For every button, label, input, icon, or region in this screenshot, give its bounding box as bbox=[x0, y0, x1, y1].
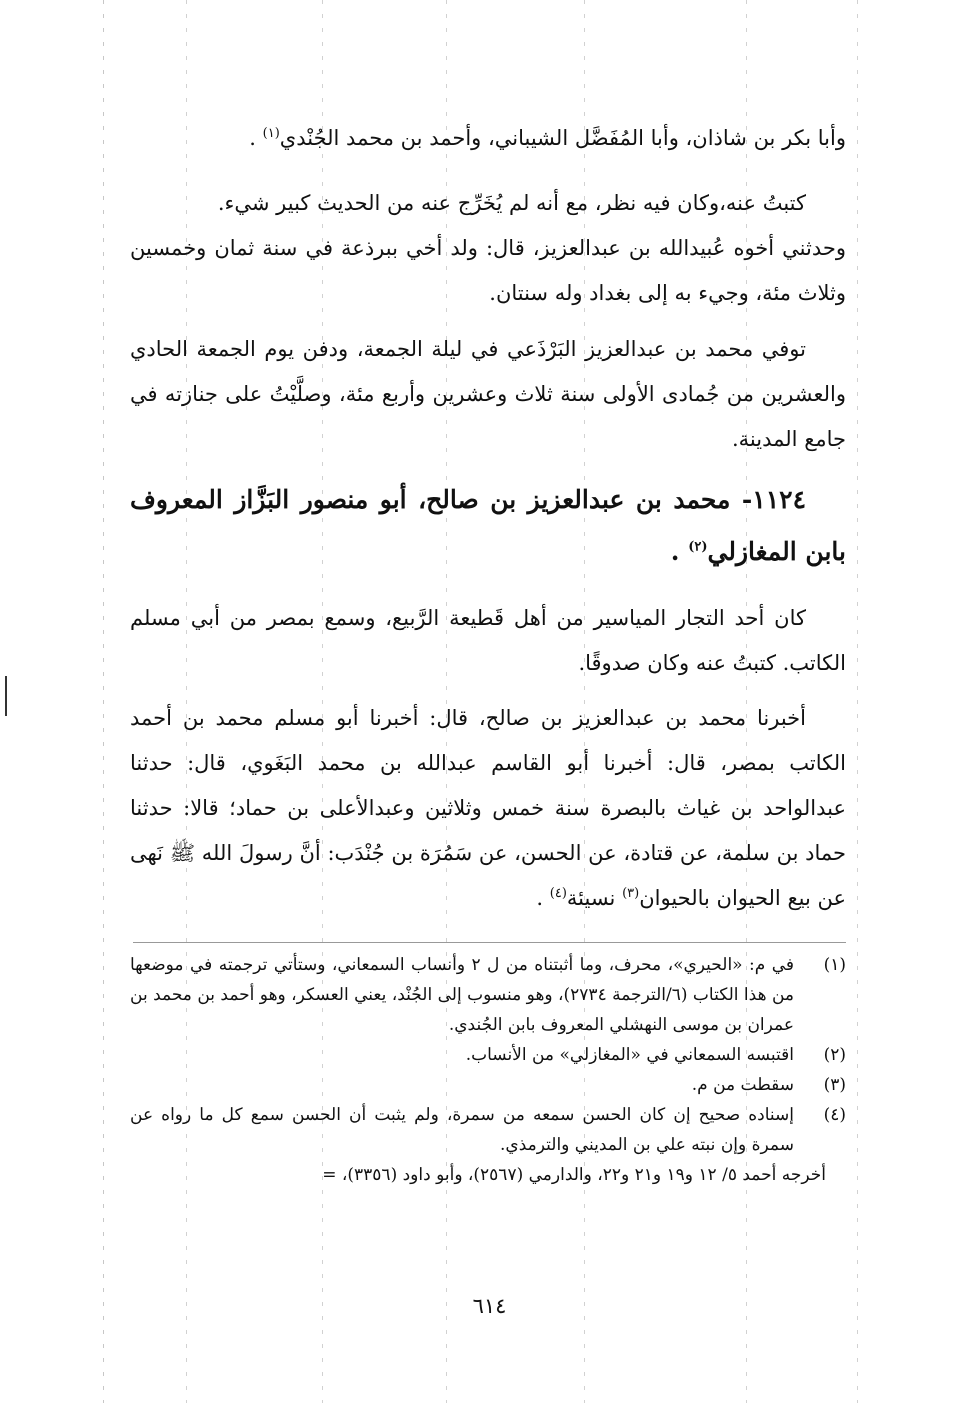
paragraph-4: توفي محمد بن عبدالعزيز البَرْذَعي في ليلة الجمعة، ودفن يوم الجمعة الحادي والعشرين من جُمادى الأولى سنة ثلاث وعشرين وأربع مئة، وصلَّيْتُ على جنازته في جامع المدينة. bbox=[130, 337, 846, 451]
paragraph-1 bbox=[130, 116, 846, 161]
footnotes bbox=[130, 950, 846, 1190]
footnote-1 bbox=[130, 950, 846, 1040]
footnote-1-text: في م: «الحيري»، محرف، وما أثبتناه من ل ٢ وأنساب السمعاني، وستأتي ترجمته في موضعها من هذا الكتاب (٦/الترجمة ٢٧٣٤)، وهو منسوب إلى الجُنْد، يعني العسكر، وهو أحمد بن محمد بن عمران بن موسى النهشلي المعروف بابن الجُندي. bbox=[130, 955, 794, 1035]
main-text-5 bbox=[130, 696, 846, 921]
footnote-ref-3: (٣) bbox=[622, 886, 640, 901]
footnote-3 bbox=[130, 1070, 846, 1100]
main-text-4 bbox=[130, 596, 846, 686]
paragraph-6-mid: نسيئة bbox=[566, 886, 623, 910]
entry-heading bbox=[130, 474, 846, 578]
entry-heading-text: ١١٢٤- محمد بن عبدالعزيز بن صالح، أبو منصور البَزَّاز المعروف بابن المغازلي bbox=[130, 485, 846, 566]
page-number: ٦١٤ bbox=[472, 1294, 507, 1318]
paragraph-5: كان أحد التجار المياسير من أهل قَطيعة الرَّبيع، وسمع بمصر من أبي مسلم الكاتب. كتبتُ عنه وكان صدوقًا. bbox=[130, 606, 846, 675]
footnote-ref-4: (٤) bbox=[549, 886, 567, 901]
main-text bbox=[130, 116, 846, 161]
footnote-ref-1: (١) bbox=[262, 126, 280, 141]
paragraph-6-text: أخبرنا محمد بن عبدالعزيز بن صالح، قال: أخبرنا أبو مسلم محمد بن أحمد الكاتب بمصر، قال: أخبرنا أبو القاسم عبدالله بن محمد البَغَوي، قال: حدثنا عبدالواحد بن غياث بالبصرة سنة خمس وثلاثين وعبدالأعلى بن حماد؛ قالا: حدثنا حماد بن سلمة، عن قتادة، عن الحسن، عن سَمُرَة بن جُنْدَب: أنَّ رسولَ الله ﷺ نَهى عن بيع الحيوان بالحيوان bbox=[130, 706, 846, 910]
paragraph-1-text: وأبا بكر بن شاذان، وأبا المُفَضَّل الشيباني، وأحمد بن محمد الجُنْدي bbox=[279, 126, 846, 150]
footnote-2-text: اقتبسه السمعاني في «المغازلي» من الأنساب. bbox=[465, 1045, 794, 1065]
paragraph-3: وحدثني أخوه عُبيدالله بن عبدالعزيز، قال: ولد أخي ببرذعة في سنة ثمان وخمسين وثلاث مئة، وجيء به إلى بغداد وله سنتان. bbox=[130, 236, 846, 305]
footnote-1-number: (١) bbox=[823, 955, 846, 975]
paragraph-6 bbox=[130, 696, 846, 921]
footnote-ref-2: (٢) bbox=[688, 539, 708, 555]
footnote-2-number: (٢) bbox=[823, 1045, 846, 1065]
paragraph-6-tail: . bbox=[536, 886, 550, 910]
paragraph-1-tail: . bbox=[249, 126, 263, 150]
footnote-continuation: أخرجه أحمد ٥/ ١٢ و١٩ و٢١ و٢٢، والدارمي (٢٥٦٧)، وأبو داود (٣٣٥٦)، = bbox=[322, 1165, 826, 1185]
main-text-2 bbox=[130, 181, 846, 316]
entry-heading-block bbox=[130, 474, 846, 578]
footnote-separator bbox=[133, 942, 846, 943]
main-text-3 bbox=[130, 327, 846, 462]
footnote-2 bbox=[130, 1040, 846, 1070]
entry-heading-tail: . bbox=[670, 537, 689, 566]
footnote-4 bbox=[130, 1100, 846, 1160]
footnote-3-number: (٣) bbox=[823, 1075, 846, 1095]
paragraph-2: كتبتُ عنه،وكان فيه نظر، مع أنه لم يُخَرِّج عنه من الحديث كبير شيء. bbox=[217, 191, 806, 215]
footnote-4-number: (٤) bbox=[823, 1105, 846, 1125]
footnote-3-text: سقطت من م. bbox=[691, 1075, 794, 1095]
scan-edge-mark bbox=[5, 676, 7, 716]
footnote-4-text: إسناده صحيح إن كان الحسن سمعه من سمرة، ولم يثبت أن الحسن سمع كل ما رواه عن سمرة وإن نبته علي بن المديني والترمذي. bbox=[130, 1105, 794, 1155]
